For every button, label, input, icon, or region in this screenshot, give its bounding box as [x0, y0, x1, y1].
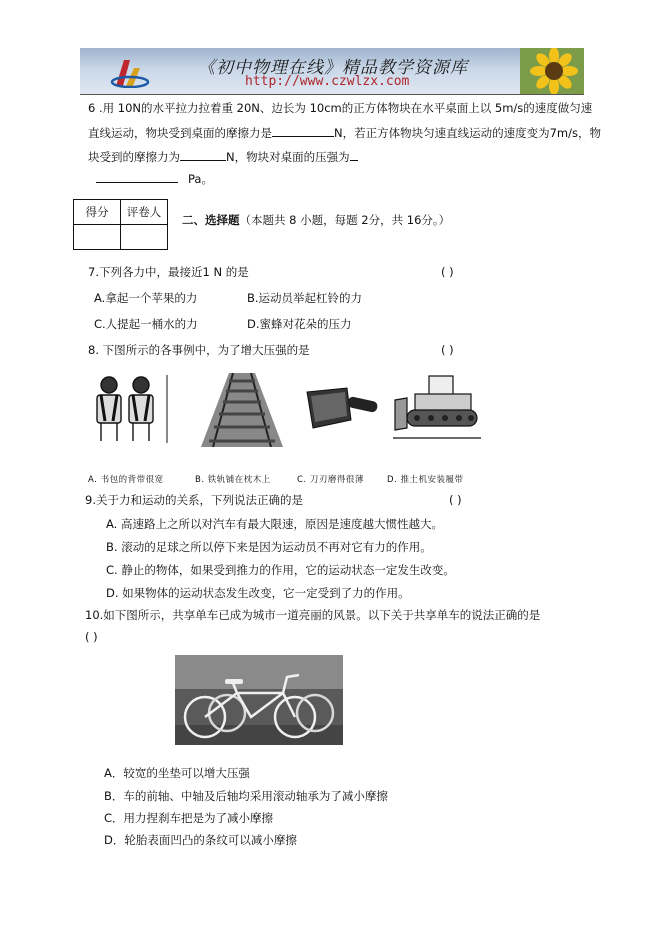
shared-bikes-image — [175, 655, 343, 745]
q6-line1: 6 .用 10N的水平拉力拉着重 20N、边长为 10cm的正方体物块在水平桌面上以 5m/s的速度做匀速 — [88, 101, 593, 115]
q8-caption-c[interactable]: C. 刀刃磨得很薄 — [297, 475, 364, 485]
q10-option-c[interactable]: C．用力捏刹车把是为了减小摩擦 — [104, 811, 274, 825]
q9-option-c[interactable]: C. 静止的物体，如果受到推力的作用，它的运动状态一定发生改变。 — [106, 563, 455, 577]
q7-option-d[interactable]: D.蜜蜂对花朵的压力 — [247, 317, 352, 331]
q6-blank-3[interactable] — [350, 148, 358, 161]
q10-option-d[interactable]: D．轮胎表面凹凸的条纹可以减小摩擦 — [104, 833, 297, 847]
q6-blank-3b[interactable] — [96, 170, 178, 183]
q7-answer-bracket[interactable]: ( ) — [441, 265, 454, 279]
site-logo-icon — [110, 56, 150, 88]
q8-answer-bracket[interactable]: ( ) — [441, 343, 454, 357]
q6-line4 — [96, 170, 213, 187]
q6-line3 — [88, 148, 358, 165]
q10-option-b[interactable]: B．车的前轴、中轴及后轴均采用滚动轴承为了减小摩擦 — [104, 789, 388, 803]
q6-blank-2[interactable] — [180, 148, 226, 161]
header-title: 《初中物理在线》精品教学资源库 — [198, 58, 468, 78]
q9-answer-bracket[interactable]: ( ) — [449, 493, 462, 507]
q6-line2-text-a: 直线运动，物块受到桌面的摩擦力是 — [88, 126, 272, 140]
q10-answer-bracket[interactable]: ( ) — [85, 630, 98, 644]
q8-stem: 8. 下图所示的各事例中，为了增大压强的是 — [88, 343, 310, 357]
score-cell[interactable] — [74, 225, 121, 250]
section2-header — [182, 212, 450, 228]
q6-blank-1[interactable] — [272, 124, 334, 137]
q6-line4-text: Pa。 — [188, 172, 213, 186]
q6-line2-text-b: N，若正方体物块匀速直线运动的速度变为7m/s，物 — [334, 126, 601, 140]
q6-line2 — [88, 124, 601, 141]
score-table — [73, 199, 168, 250]
q8-caption-a[interactable]: A. 书包的背带很宽 — [88, 475, 164, 485]
q6-line3-text-a: 块受到的摩擦力为 — [88, 150, 180, 164]
q9-option-d[interactable]: D. 如果物体的运动状态发生改变，它一定受到了力的作用。 — [106, 586, 410, 600]
q8-caption-b[interactable]: B. 铁轨铺在枕木上 — [195, 475, 271, 485]
reviewer-cell[interactable] — [121, 225, 168, 250]
q7-option-a[interactable]: A.拿起一个苹果的力 — [94, 291, 198, 305]
section2-title: 二、选择题 — [182, 213, 240, 227]
q8-caption-d[interactable]: D. 推土机安装履带 — [387, 475, 464, 485]
bulldozer-image — [393, 370, 481, 442]
schoolbag-kids-image — [85, 373, 171, 445]
header-url[interactable]: http://www.czwlzx.com — [245, 74, 410, 89]
q9-option-b[interactable]: B. 滚动的足球之所以停下来是因为运动员不再对它有力的作用。 — [106, 540, 432, 554]
q10-stem: 10.如下图所示，共享单车已成为城市一道亮丽的风景。以下关于共享单车的说法正确的是 — [85, 608, 541, 622]
score-label: 得分 — [74, 200, 121, 225]
railway-track-image — [199, 373, 285, 447]
q7-stem: 7.下列各力中，最接近1 N 的是 — [88, 265, 249, 279]
section2-desc: （本题共 8 小题，每题 2分，共 16分。） — [239, 213, 451, 227]
q6-line3-text-b: N，物块对桌面的压强为 — [226, 150, 350, 164]
header-banner — [80, 48, 584, 95]
q10-option-a[interactable]: A．较宽的坐垫可以增大压强 — [104, 766, 250, 780]
q7-option-c[interactable]: C.人提起一桶水的力 — [94, 317, 198, 331]
q9-stem: 9.关于力和运动的关系，下列说法正确的是 — [85, 493, 303, 507]
sunflower-icon — [520, 48, 584, 94]
q9-option-a[interactable]: A. 高速路上之所以对汽车有最大限速，原因是速度越大惯性越大。 — [106, 517, 443, 531]
q7-option-b[interactable]: B.运动员举起杠铃的力 — [247, 291, 363, 305]
cleaver-knife-image — [305, 386, 383, 436]
reviewer-label: 评卷人 — [121, 200, 168, 225]
